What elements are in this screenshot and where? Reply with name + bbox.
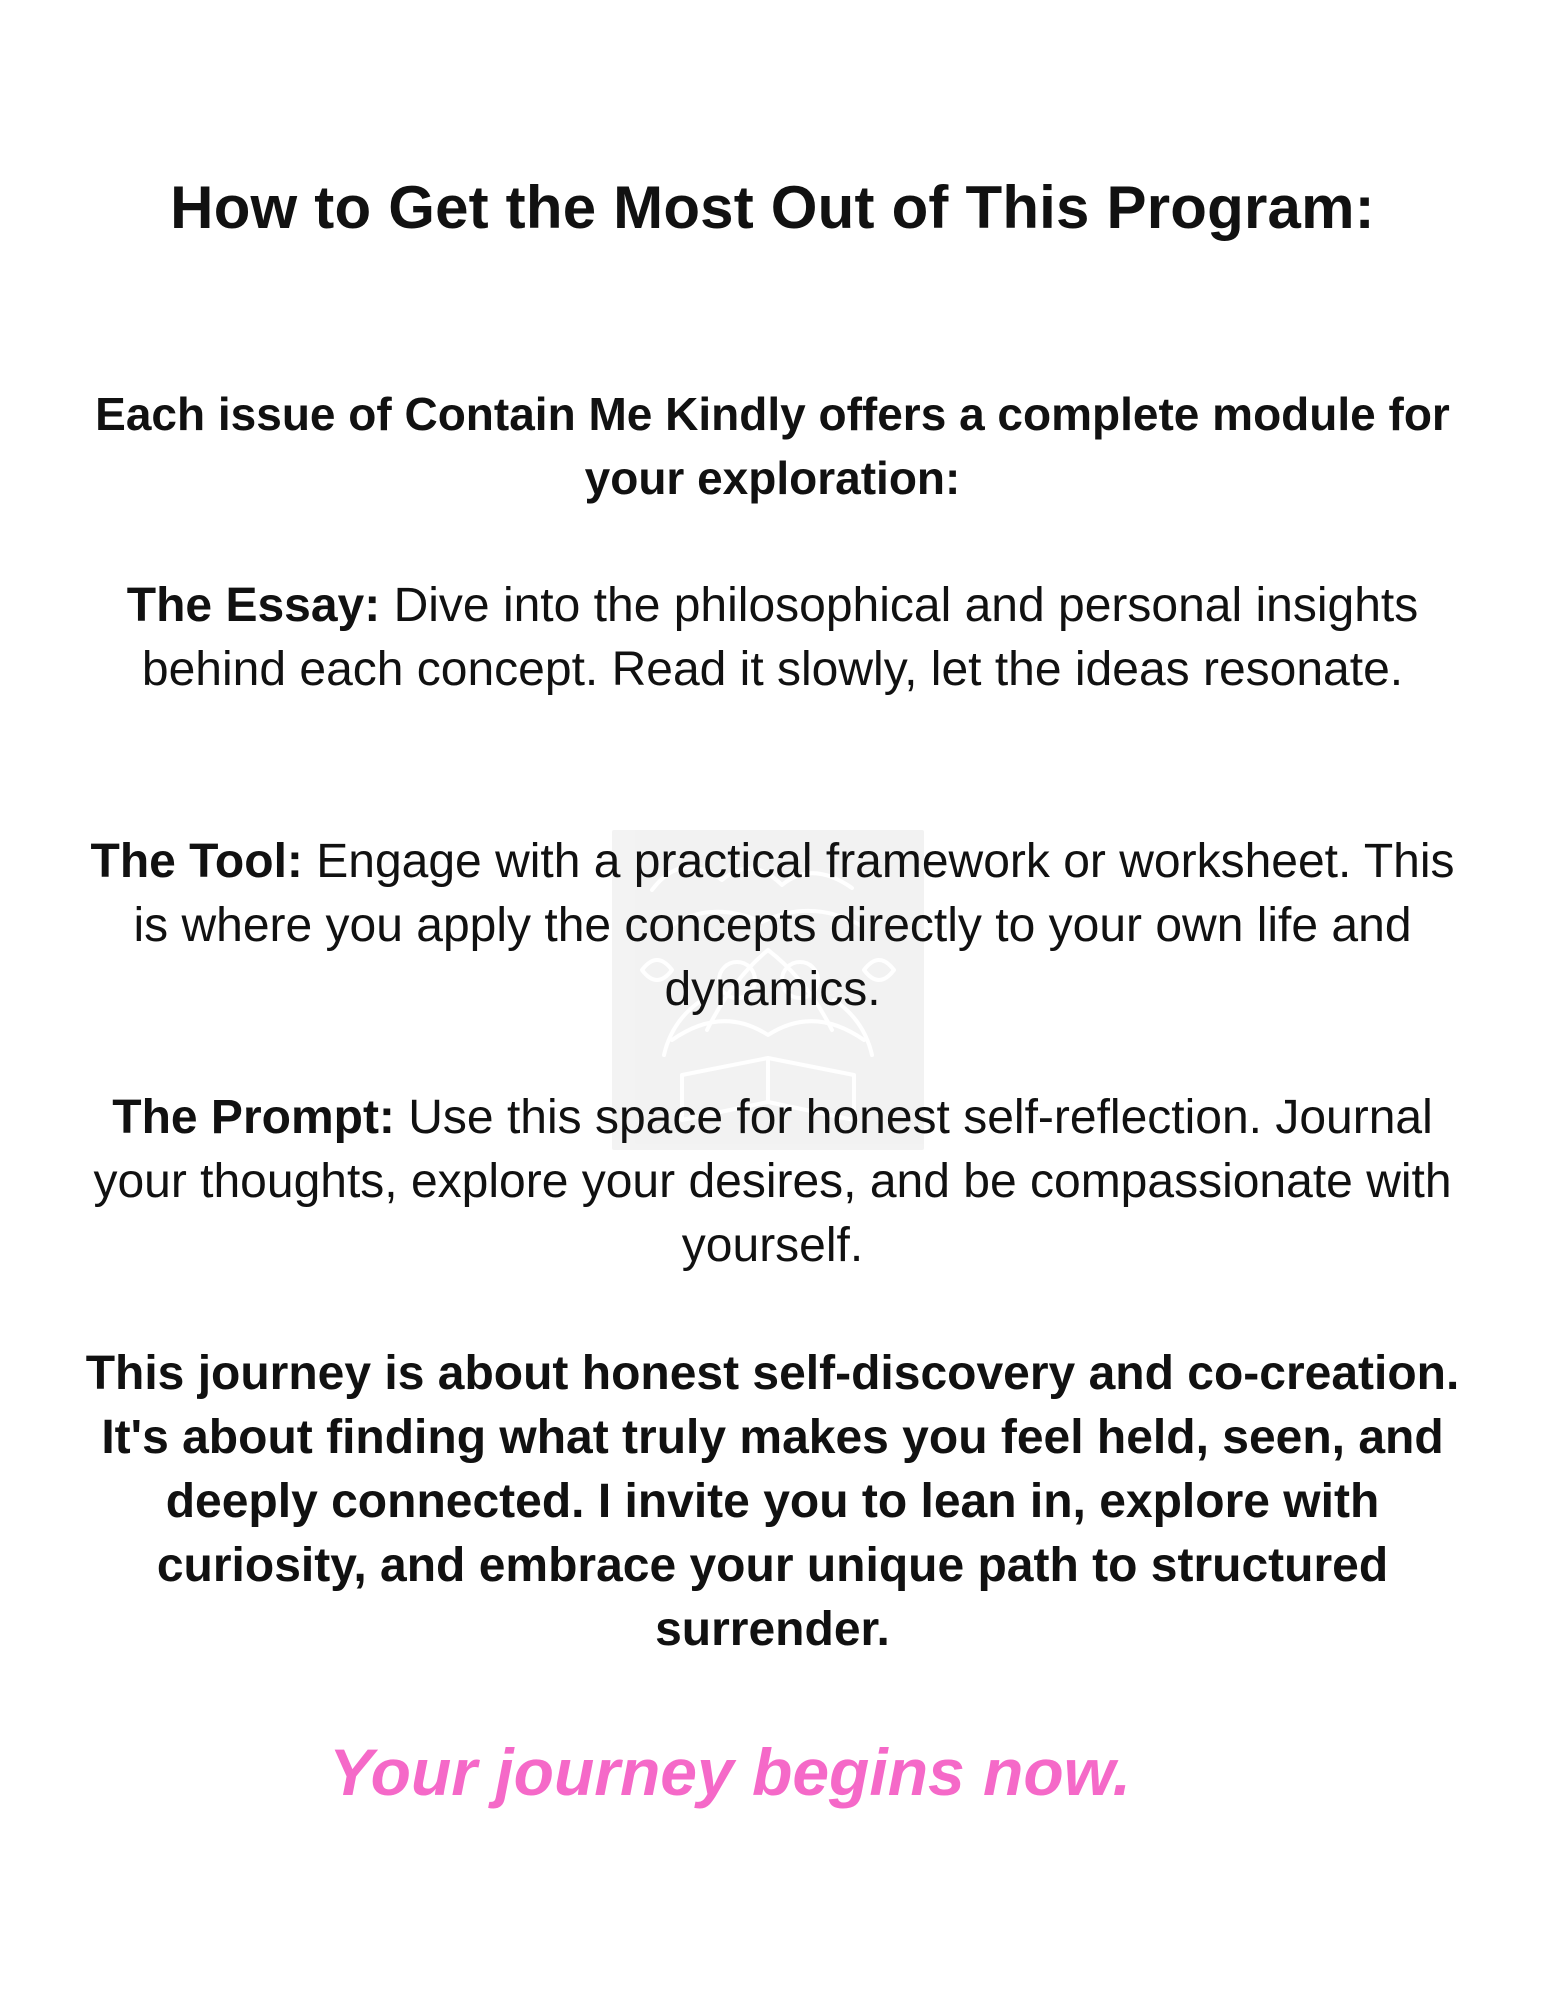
section-prompt-text: Use this space for honest self-reflection. Journal your thoughts, explore your desires, and be compassionate with yourself. [93, 1091, 1452, 1272]
section-essay [70, 574, 1475, 702]
section-prompt-label: The Prompt: [112, 1091, 409, 1144]
closing-paragraph: This journey is about honest self-discovery and co-creation. It's about finding what truly makes you feel held, seen, and deeply connected. I invite you to lean in, explore with curiosity, and embrace your unique path to structured surrender. [85, 1347, 1460, 1656]
section-tool-text: Engage with a practical framework or worksheet. This is where you apply the concepts directly to your own life and dynamics. [133, 835, 1455, 1016]
section-essay-text: Dive into the philosophical and personal insights behind each concept. Read it slowly, let the ideas resonate. [141, 579, 1419, 696]
section-essay-label: The Essay: [126, 579, 394, 632]
page-title: How to Get the Most Out of This Program: [170, 174, 1375, 241]
section-prompt [70, 1086, 1475, 1278]
intro-text: Each issue of Contain Me Kindly offers a complete module for your exploration: [95, 388, 1450, 504]
section-tool [70, 830, 1475, 1022]
section-tool-label: The Tool: [90, 835, 317, 888]
signoff-tagline: Your journey begins now. [329, 1735, 1131, 1809]
